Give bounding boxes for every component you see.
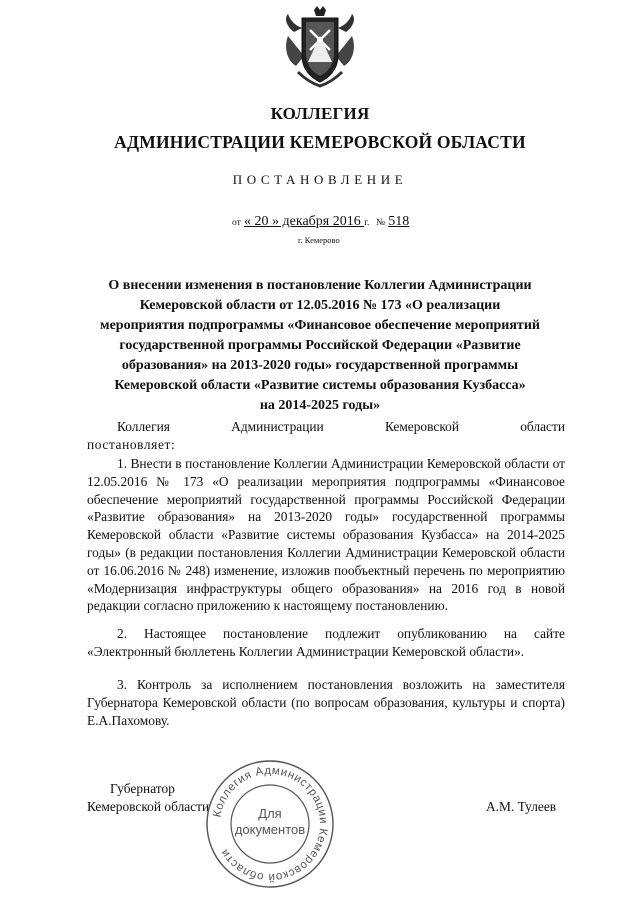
subject-line: на 2014-2025 годы» [259, 398, 381, 413]
document-subject [60, 276, 580, 416]
subject-line: образования» на 2013-2020 годы» государственной программы [121, 358, 519, 373]
signer-name: А.М. Тулеев [486, 799, 557, 814]
date-close-quote: » [272, 214, 280, 229]
subject-line: Кемеровской области от 12.05.2016 № 173 «О реализации [139, 298, 501, 313]
paragraph-3: 3. Контроль за исполнением постановления возложить на заместителя Губернатора Кемеровской области (по вопросам образования, культуры и спорта) Е.А.Пахомову. [87, 677, 565, 728]
date-prefix: от [232, 218, 241, 228]
subject-line: мероприятия подпрограммы «Финансовое обеспечение мероприятий [100, 318, 540, 333]
subject-line: государственной программы Российской Федерации «Развитие [119, 338, 521, 353]
subject-line: Кемеровской области «Развитие системы образования Кузбасса» [114, 378, 526, 393]
paragraph-2: 2. Настоящее постановление подлежит опубликованию на сайте «Электронный бюллетень Коллегии Администрации Кемеровской области». [87, 626, 565, 659]
signer-title-line2: Кемеровской области [87, 799, 210, 814]
stamp-center-line1: Для [258, 806, 282, 821]
intro-word: Коллегия [117, 419, 170, 434]
document-type: ПОСТАНОВЛЕНИЕ [232, 172, 408, 187]
subject-line: О внесении изменения в постановление Коллегии Администрации [108, 278, 532, 293]
org-title-line1: КОЛЛЕГИЯ [270, 104, 370, 123]
paragraph-1: 1. Внести в постановление Коллегии Администрации Кемеровской области от 12.05.2016 № 173 «О реализации мероприятия подпрограммы «Финансовое обеспечение мероприятий государственной программы Российской Федерации «Развитие образования» на 2013-2020 годы» государственной программы Кемеровской области «Развитие системы образования Кузбасса» на 2014-2025 годы» (в редакции постановления Коллегии Администрации Кемеровской области от 16.06.2016 № 248) изменение, изложив пообъектный перечень по мероприятию «Модернизация инфраструктуры общего образования» на 2016 год в новой редакции согласно приложению к настоящему постановлению. [87, 456, 565, 614]
date-year-suffix: г. [364, 218, 370, 228]
signer-title-line1: Губернатор [110, 781, 175, 796]
intro-word: области [520, 419, 565, 434]
date-open-quote: « [244, 214, 252, 229]
official-stamp [204, 758, 336, 890]
stamp-ring-text: Коллегия Администрации Кемеровской области [211, 764, 330, 884]
date-month-year: декабря 2016 [279, 214, 365, 229]
date-day: 20 [251, 214, 273, 229]
number-sign: № [375, 218, 386, 228]
stamp-center-line2: документов [234, 822, 306, 837]
intro-paragraph [87, 418, 565, 454]
document-number: 518 [388, 214, 410, 229]
date-line [232, 213, 409, 230]
intro-word: Кемеровской [384, 419, 459, 434]
coat-of-arms-icon [284, 6, 356, 88]
intro-resolves: постановляет: [87, 436, 176, 452]
intro-word: Администрации [231, 419, 324, 434]
city: г. Кемерово [298, 235, 340, 245]
org-title-line2: АДМИНИСТРАЦИИ КЕМЕРОВСКОЙ ОБЛАСТИ [114, 132, 526, 152]
